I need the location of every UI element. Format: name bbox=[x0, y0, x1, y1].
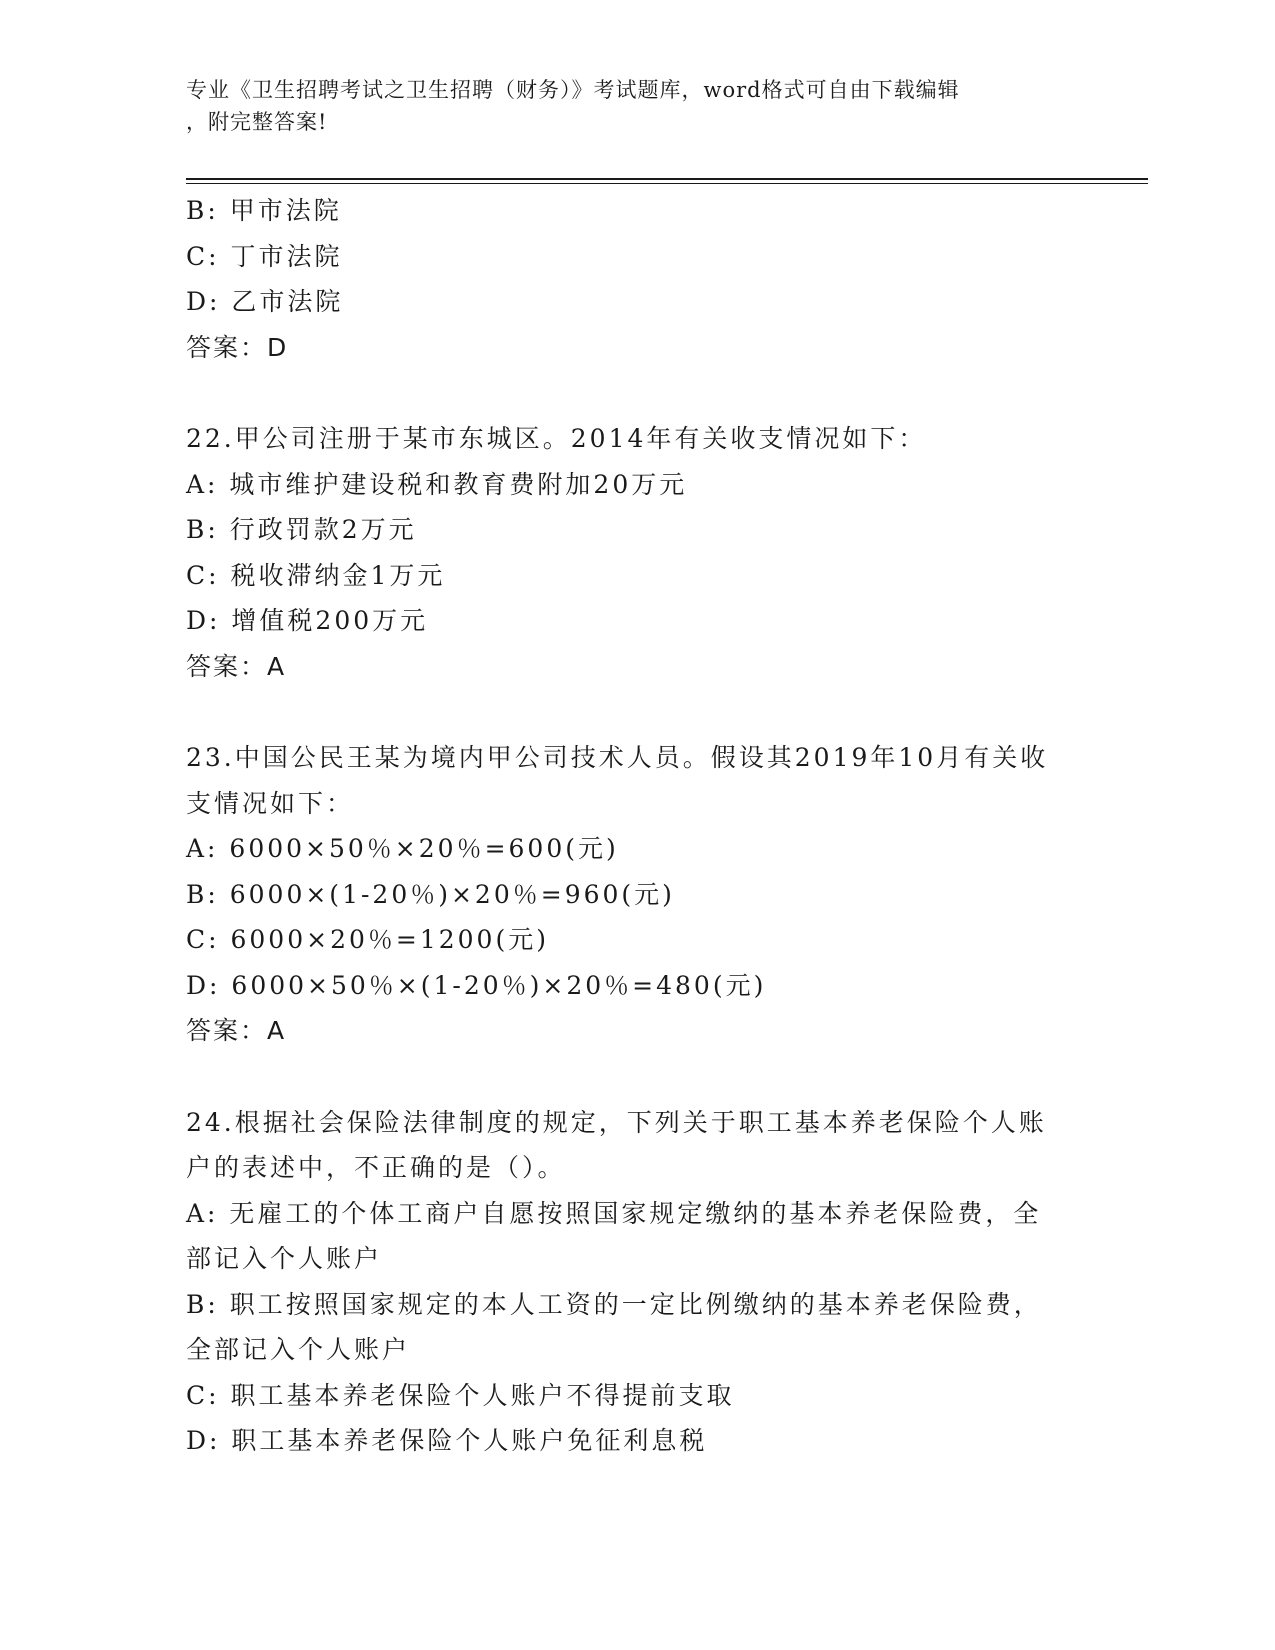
spacer bbox=[186, 1054, 1086, 1100]
q24-option-b-line-1: B: 职工按照国家规定的本人工资的一定比例缴纳的基本养老保险费， bbox=[186, 1289, 1042, 1319]
spacer bbox=[186, 689, 1086, 735]
question-content bbox=[186, 188, 1086, 1464]
header-line-1: 专业《卫生招聘考试之卫生招聘（财务）》考试题库，word格式可自由下载编辑 bbox=[186, 78, 960, 102]
q23-option-d: D: 6000×50％×(1-20％)×20％=480(元) bbox=[186, 970, 767, 1000]
q22-option-a: A: 城市维护建设税和教育费附加20万元 bbox=[186, 469, 688, 499]
prev-option-c: C: 丁市法院 bbox=[186, 241, 343, 271]
header-divider-thick bbox=[186, 178, 1148, 180]
spacer bbox=[186, 370, 1086, 416]
q22-option-d: D: 增值税200万元 bbox=[186, 606, 429, 635]
q24-option-a-line-2: 部记入个人账户 bbox=[186, 1244, 383, 1273]
q23-stem-line-1: 23.中国公民王某为境内甲公司技术人员。假设其2019年10月有关收 bbox=[186, 743, 1049, 772]
q24-stem-line-1: 24.根据社会保险法律制度的规定，下列关于职工基本养老保险个人账 bbox=[186, 1107, 1047, 1137]
q24-option-a-line-1: A: 无雇工的个体工商户自愿按照国家规定缴纳的基本养老保险费，全 bbox=[186, 1198, 1042, 1228]
header-divider-thin bbox=[186, 183, 1148, 184]
q23-stem-line-2: 支情况如下： bbox=[186, 788, 355, 818]
q23-option-a: A: 6000×50％×20％=600(元) bbox=[186, 834, 619, 863]
q24-option-b-line-2: 全部记入个人账户 bbox=[186, 1335, 411, 1364]
q22-option-b: B: 行政罚款2万元 bbox=[186, 515, 417, 544]
prev-answer: 答案：D bbox=[186, 332, 289, 362]
q23-answer: 答案：A bbox=[186, 1016, 287, 1045]
q22-option-c: C: 税收滞纳金1万元 bbox=[186, 560, 446, 590]
header-line-2: ，附完整答案! bbox=[186, 110, 328, 134]
q22-answer: 答案：A bbox=[186, 651, 287, 681]
prev-option-b: B: 甲市法院 bbox=[186, 196, 342, 225]
q24-option-d: D: 职工基本养老保险个人账户免征利息税 bbox=[186, 1426, 708, 1455]
q24-stem-line-2: 户的表述中，不正确的是（）。 bbox=[186, 1153, 566, 1182]
prev-option-d: D: 乙市法院 bbox=[186, 287, 344, 316]
q23-option-b: B: 6000×(1-20％)×20％=960(元) bbox=[186, 879, 675, 909]
q22-stem: 22.甲公司注册于某市东城区。2014年有关收支情况如下： bbox=[186, 424, 927, 453]
q23-option-c: C: 6000×20％=1200(元) bbox=[186, 925, 549, 954]
q24-option-c: C: 职工基本养老保险个人账户不得提前支取 bbox=[186, 1380, 735, 1410]
document-header bbox=[186, 74, 1066, 138]
